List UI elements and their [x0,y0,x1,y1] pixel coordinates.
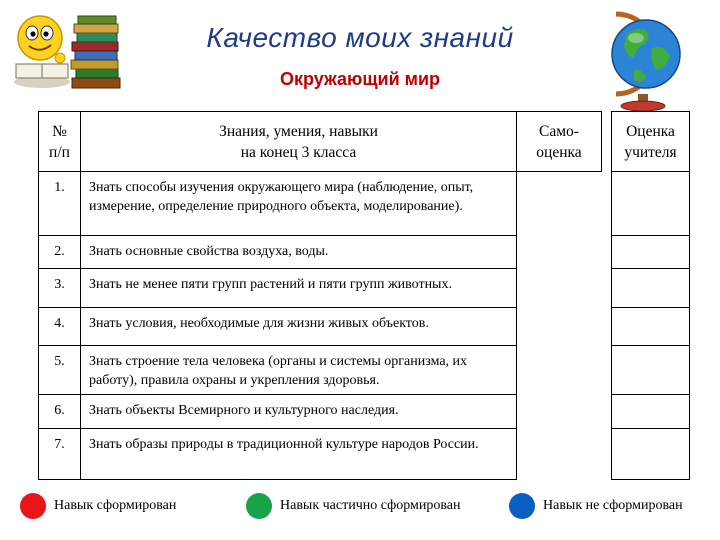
skills-table [38,111,690,480]
header-self-assessment: Само- оценка [517,112,602,172]
green-circle-icon [246,493,272,519]
legend-not-formed [509,492,683,520]
row-skill-text: Знать строение тела человека (органы и системы организма, их работу), правила охраны и укрепления здоровья. [81,346,517,395]
header-number: № п/п [39,112,81,172]
legend-partial [246,492,460,520]
legend-formed-label: Навык сформирован [54,498,177,513]
teacher-assessment-cell[interactable] [612,429,690,480]
self-assessment-cell[interactable] [517,236,602,269]
header-teacher-assessment: Оценка учителя [612,112,690,172]
row-skill-text: Знать объекты Всемирного и культурного наследия. [81,395,517,429]
table-header-row [39,112,690,172]
teacher-assessment-cell[interactable] [612,395,690,429]
row-number: 1. [39,172,81,236]
table-row [39,236,690,269]
row-number: 3. [39,269,81,308]
page-title: Качество моих знаний [206,22,514,53]
legend-formed [20,492,176,520]
self-assessment-cell[interactable] [517,429,602,480]
row-skill-text: Знать способы изучения окружающего мира (наблюдение, опыт, измерение, определение природного объекта, моделирование). [81,172,517,236]
table-row [39,172,690,236]
row-number: 5. [39,346,81,395]
teacher-assessment-cell[interactable] [612,346,690,395]
row-number: 7. [39,429,81,480]
red-circle-icon [20,493,46,519]
table-row [39,395,690,429]
row-number: 2. [39,236,81,269]
row-number: 6. [39,395,81,429]
self-assessment-cell[interactable] [517,346,602,395]
row-skill-text: Знать основные свойства воздуха, воды. [81,236,517,269]
table-row [39,346,690,395]
header-skills: Знания, умения, навыки на конец 3 класса [81,112,517,172]
row-skill-text: Знать условия, необходимые для жизни живых объектов. [81,308,517,346]
self-assessment-cell[interactable] [517,172,602,236]
row-skill-text: Знать не менее пяти групп растений и пяти групп животных. [81,269,517,308]
header-spacer [602,112,612,172]
self-assessment-cell[interactable] [517,269,602,308]
page-subtitle: Окружающий мир [279,69,441,89]
row-number: 4. [39,308,81,346]
legend-not-formed-label: Навык не сформирован [543,498,683,513]
table-row [39,429,690,480]
legend-partial-label: Навык частично сформирован [280,498,461,513]
self-assessment-cell[interactable] [517,308,602,346]
teacher-assessment-cell[interactable] [612,172,690,236]
table-row [39,269,690,308]
blue-circle-icon [509,493,535,519]
teacher-assessment-cell[interactable] [612,236,690,269]
teacher-assessment-cell[interactable] [612,269,690,308]
table-row [39,308,690,346]
row-skill-text: Знать образы природы в традиционной культуре народов России. [81,429,517,480]
teacher-assessment-cell[interactable] [612,308,690,346]
self-assessment-cell[interactable] [517,395,602,429]
